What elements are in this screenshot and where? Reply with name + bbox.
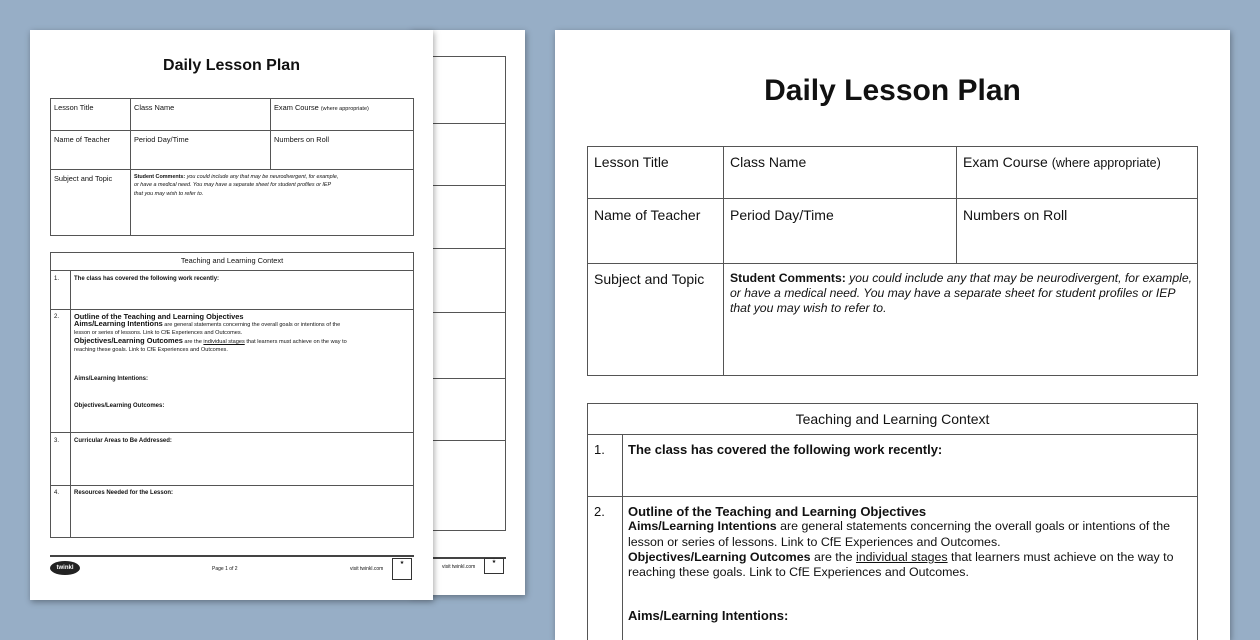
zoomed-item-1-title: The class has covered the following work recently: <box>628 442 943 457</box>
thumb-aims-label: Aims/Learning Intentions: <box>74 376 149 382</box>
zoomed-context-heading: Teaching and Learning Context <box>795 411 990 427</box>
zoomed-info-table <box>587 146 1198 376</box>
thumbnail-page <box>30 30 433 600</box>
thumb-lesson-title: Lesson Title <box>54 103 94 112</box>
zoomed-item-2-body: Outline of the Teaching and Learning Objectives Aims/Learning Intentions are general statements concerning the overall goals or intentions of the lesson or series of lessons. Link to CfE Experiences and Outcomes. Objectives/Learning Outcomes are the individual stages that learners must achieve on the way to reaching these goals. Link to CfE Experiences and Outcomes. <box>628 504 1174 580</box>
thumb-item-2-num: 2. <box>54 314 60 320</box>
zoomed-lesson-title: Lesson Title <box>594 154 669 170</box>
thumb-footer-rule <box>50 555 414 557</box>
zoomed-student-comments: Student Comments: you could include any that may be neurodivergent, for example, or have a medical need. You may have a separate sheet for student profiles or IEP that you may wish to refer to. <box>730 271 1192 315</box>
back-page-badge-icon: ★ <box>484 558 504 574</box>
zoomed-class-name: Class Name <box>730 154 807 170</box>
thumb-item-1-title: The class has covered the following work recently: <box>74 276 220 282</box>
thumb-name-of-teacher: Name of Teacher <box>54 135 111 144</box>
thumb-item-3-num: 3. <box>54 438 60 444</box>
thumb-student-comments: Student Comments: you could include any that may be neurodivergent, for example, or have a medical need. You may have a separate sheet for student profiles or IEP that you may wish to refer to. <box>134 174 339 197</box>
thumb-visit: visit twinkl.com <box>350 566 384 572</box>
zoomed-item-1-num: 1. <box>594 442 605 457</box>
thumb-item-4-num: 4. <box>54 490 60 496</box>
zoomed-title: Daily Lesson Plan <box>764 74 1021 107</box>
zoomed-name-of-teacher: Name of Teacher <box>594 207 701 223</box>
zoomed-exam-course: Exam Course (where appropriate) <box>963 154 1161 170</box>
thumb-item-2-body: Outline of the Teaching and Learning Objectives Aims/Learning Intentions are general statements concerning the overall goals or intentions of the lesson or series of lessons. Link to CfE Experiences and Outcomes. Objectives/Learning Outcomes are the individual stages that learners must achieve on the way to reaching these goals. Link to CfE Experiences and Outcomes. <box>74 312 347 353</box>
thumb-period: Period Day/Time <box>134 135 189 144</box>
back-page-table <box>430 56 506 531</box>
thumb-item-4-title: Resources Needed for the Lesson: <box>74 490 174 496</box>
zoomed-item-2-num: 2. <box>594 504 605 519</box>
thumb-item-1-num: 1. <box>54 276 60 282</box>
thumb-objectives-label: Objectives/Learning Outcomes: <box>74 403 165 409</box>
twinkl-logo-icon: twinkl <box>50 561 80 575</box>
thumb-numbers-on-roll: Numbers on Roll <box>274 135 330 144</box>
thumb-badge-icon: ★ <box>392 558 412 580</box>
thumb-subject-topic: Subject and Topic <box>54 174 113 183</box>
thumb-context-heading: Teaching and Learning Context <box>180 256 284 265</box>
thumb-exam-course: Exam Course (where appropriate) <box>274 103 369 112</box>
zoomed-aims-label: Aims/Learning Intentions: <box>628 608 789 623</box>
zoomed-period: Period Day/Time <box>730 207 834 223</box>
thumb-item-3-title: Curricular Areas to Be Addressed: <box>74 438 172 444</box>
zoomed-numbers-on-roll: Numbers on Roll <box>963 207 1068 223</box>
thumb-class-name: Class Name <box>134 103 175 112</box>
thumbnail-title: Daily Lesson Plan <box>163 57 300 74</box>
zoomed-subject-topic: Subject and Topic <box>594 271 705 287</box>
back-page-visit: visit twinkl.com <box>442 564 476 570</box>
thumb-page-number: Page 1 of 2 <box>212 566 238 572</box>
thumbnail-info-table <box>50 98 414 236</box>
zoomed-page <box>555 30 1230 640</box>
